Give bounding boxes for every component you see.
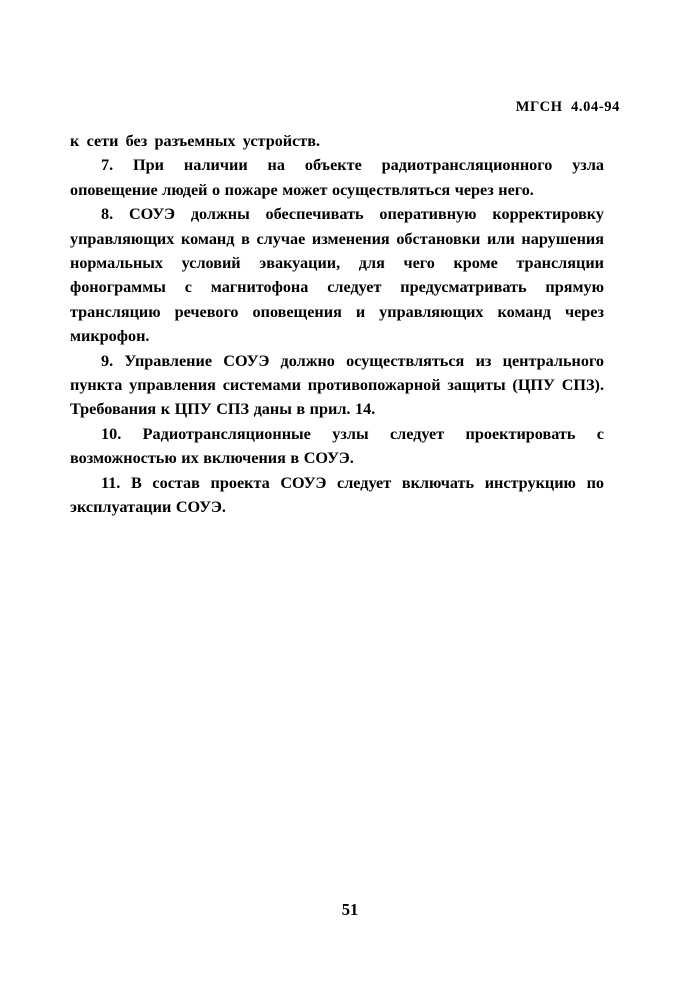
body-text	[70, 129, 604, 520]
paragraph-item-9: 9. Управление СОУЭ должно осуществляться из центрального пункта управления системами противопожарной защиты (ЦПУ СПЗ). Требования к ЦПУ СПЗ даны в прил. 14.	[70, 351, 604, 419]
paragraph-item-8: 8. СОУЭ должны обеспечивать оперативную корректировку управляющих команд в случае изменения обстановки или нарушения нормальных условий эвакуации, для чего кроме трансляции фонограммы с магнитофона следует предусматривать прямую трансляцию речевого оповещения и управляющих команд через микрофон.	[70, 205, 604, 346]
paragraph-item-10: 10. Радиотрансляционные узлы следует проектировать с возможностью их включения в СОУЭ.	[70, 424, 604, 468]
page-number: 51	[341, 900, 359, 919]
running-head: МГСН 4.04-94	[515, 99, 620, 115]
paragraph-item-11: 11. В состав проекта СОУЭ следует включать инструкцию по эксплуатации СОУЭ.	[70, 473, 604, 517]
paragraph-continuation: к сети без разъемных устройств.	[70, 132, 321, 150]
paragraph-item-7: 7. При наличии на объекте радиотрансляционного узла оповещение людей о пожаре может осуществляться через него.	[70, 156, 604, 199]
